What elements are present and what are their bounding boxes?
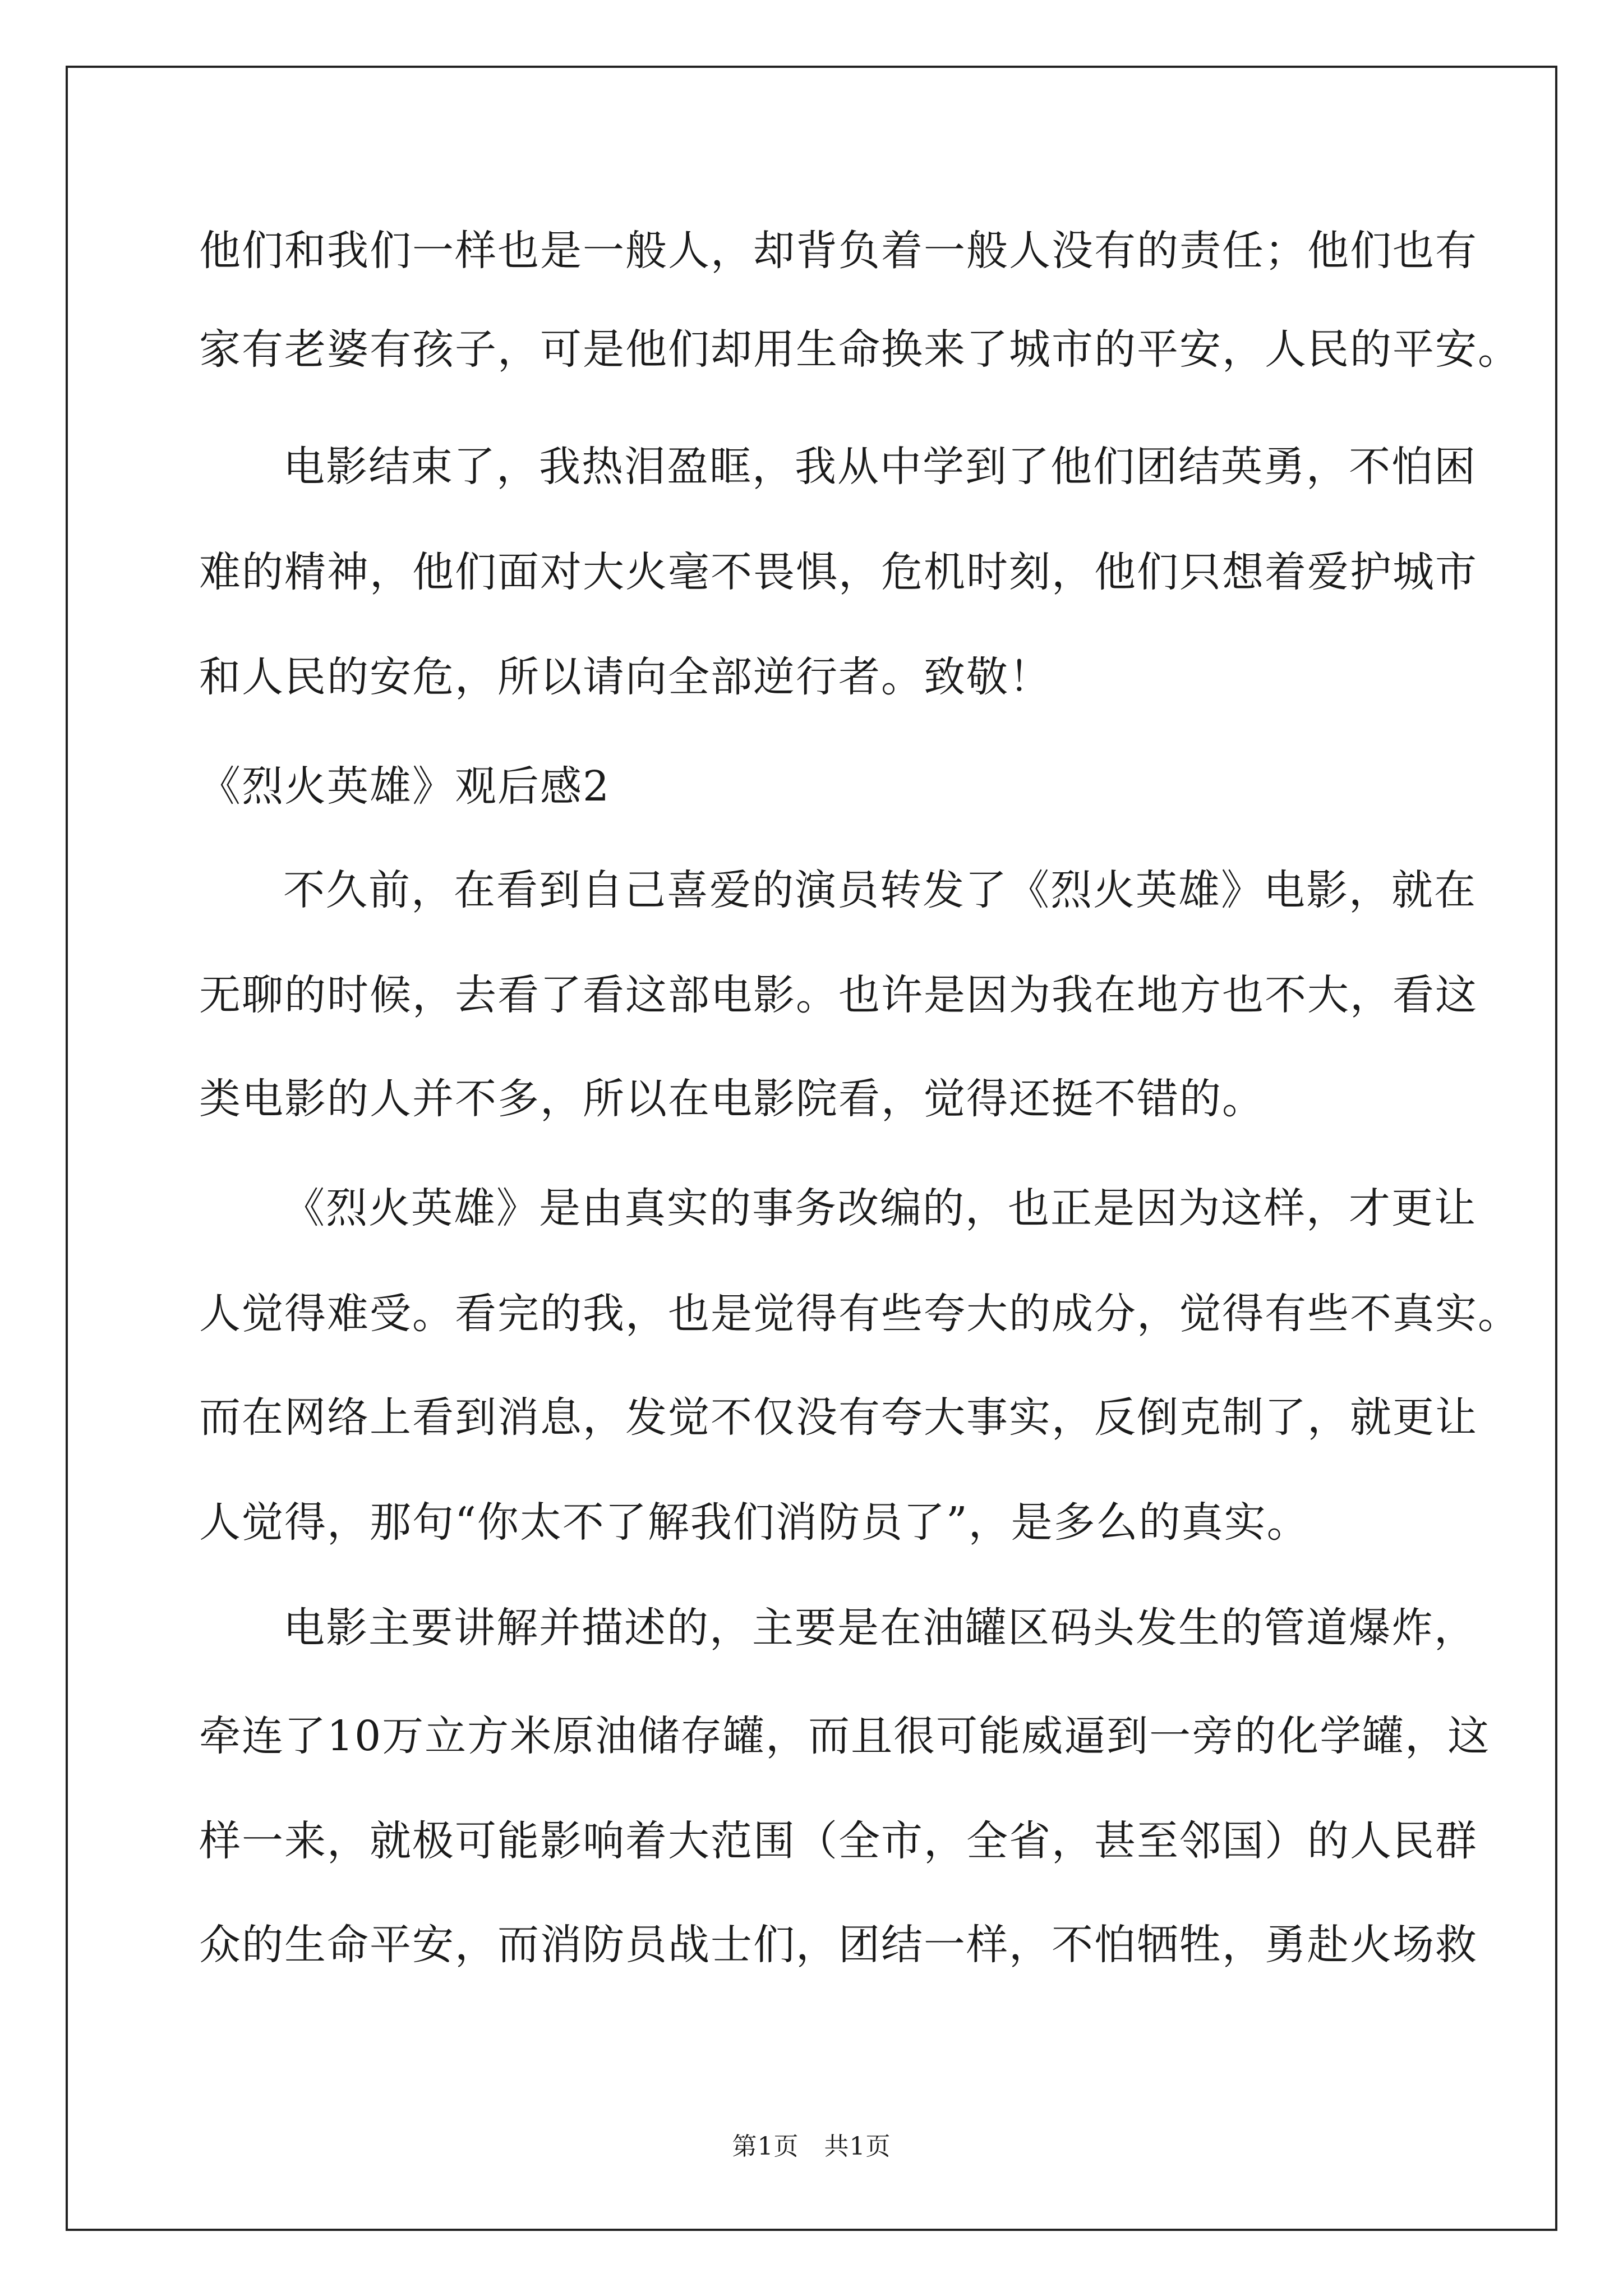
paragraph-line: 他们和我们一样也是一般人，却背负着一般人没有的责任；他们也有 — [199, 227, 1478, 275]
page-footer: 第1页 共1页 — [732, 2132, 891, 2161]
paragraph-line: 电影主要讲解并描述的，主要是在油罐区码头发生的管道爆炸， — [283, 1604, 1477, 1652]
paragraph-line: 和人民的安危，所以请向全部逆行者。致敬！ — [199, 653, 1052, 701]
paragraph-line: 样一来，就极可能影响着大范围（全市，全省，甚至邻国）的人民群 — [199, 1817, 1478, 1865]
paragraph-line: 《烈火英雄》是由真实的事务改编的，也正是因为这样，才更让 — [283, 1184, 1477, 1232]
paragraph-line: 不久前，在看到自己喜爱的演员转发了《烈火英雄》电影，就在 — [283, 866, 1477, 914]
paragraph-line: 众的生命平安，而消防员战士们，团结一样，不怕牺牲，勇赴火场救 — [199, 1921, 1478, 1969]
paragraph-line: 电影结束了，我热泪盈眶，我从中学到了他们团结英勇，不怕困 — [283, 443, 1477, 491]
section-title: 《烈火英雄》观后感2 — [199, 762, 611, 811]
paragraph-line: 而在网络上看到消息，发觉不仅没有夸大事实，反倒克制了，就更让 — [199, 1393, 1478, 1442]
page-border — [66, 66, 1557, 2231]
paragraph-line: 难的精神，他们面对大火毫不畏惧，危机时刻，他们只想着爱护城市 — [199, 548, 1478, 596]
paragraph-line: 类电影的人并不多，所以在电影院看，觉得还挺不错的。 — [199, 1075, 1265, 1123]
paragraph-line: 无聊的时候，去看了看这部电影。也许是因为我在地方也不大，看这 — [199, 971, 1478, 1019]
paragraph-line: 牵连了10万立方米原油储存罐，而且很可能威逼到一旁的化学罐，这 — [199, 1712, 1491, 1760]
paragraph-line: 人觉得，那句“你太不了解我们消防员了”，是多么的真实。 — [199, 1498, 1310, 1547]
paragraph-line: 家有老婆有孩子，可是他们却用生命换来了城市的平安，人民的平安。 — [199, 325, 1520, 374]
paragraph-line: 人觉得难受。看完的我，也是觉得有些夸大的成分，觉得有些不真实。 — [199, 1290, 1520, 1338]
